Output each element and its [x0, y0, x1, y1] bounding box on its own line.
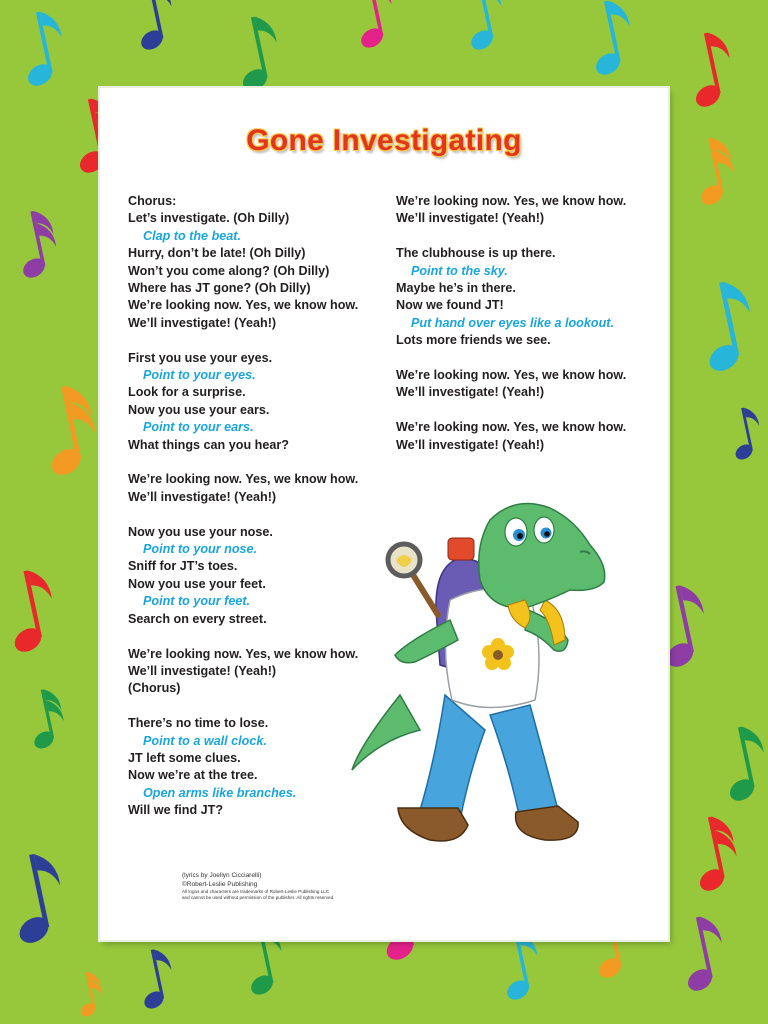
music-note-icon — [457, 0, 511, 55]
action-cue-line: Point to your ears. — [143, 420, 254, 435]
lyric-line: Search on every street. — [128, 611, 267, 626]
lyric-line: Now you use your feet. — [128, 576, 266, 591]
lyrics-column-right — [396, 193, 656, 471]
lyric-line: Won’t you come along? (Oh Dilly) — [128, 263, 330, 278]
action-cue-line: Point to your nose. — [143, 542, 258, 557]
lyric-line: We’re looking now. Yes, we know how. — [396, 194, 627, 208]
music-note-icon — [347, 0, 401, 53]
lyric-line: Look for a surprise. — [128, 385, 246, 400]
lyric-line: What things can you hear? — [128, 437, 289, 452]
lyric-line: Now we’re at the tree. — [128, 768, 258, 783]
lyric-line: We’re looking now. Yes, we know how. — [128, 646, 359, 661]
music-note-icon — [21, 687, 69, 754]
lyric-line: We’re looking now. Yes, we know how. — [128, 298, 359, 313]
lyric-line: We’ll investigate! (Yeah!) — [396, 211, 545, 226]
page-title: Gone Investigating — [246, 124, 522, 157]
lyric-line: Now we found JT! — [396, 298, 504, 313]
music-note-icon — [680, 29, 740, 112]
lyric-line: We’ll investigate! (Yeah!) — [396, 437, 545, 452]
music-note-icon — [690, 278, 761, 378]
lyric-line: JT left some clues. — [128, 750, 241, 765]
lyric-line: We’re looking now. Yes, we know how. — [396, 420, 627, 435]
lyrics-stanza — [128, 193, 378, 332]
music-note-icon — [131, 947, 179, 1014]
lyric-line: We’ll investigate! (Yeah!) — [128, 489, 277, 504]
lyric-line: We’ll investigate! (Yeah!) — [128, 315, 277, 330]
lyric-line: Now you use your ears. — [128, 402, 270, 417]
lyrics-stanza — [396, 193, 656, 228]
music-note-icon — [580, 0, 640, 81]
lyric-line: Lots more friends we see. — [396, 333, 551, 348]
lyric-line: Sniff for JT’s toes. — [128, 559, 238, 574]
music-note-icon — [227, 13, 287, 96]
lyric-line: First you use your eyes. — [128, 350, 273, 365]
lyrics-stanza — [396, 419, 656, 454]
action-cue-line: Point to your eyes. — [143, 368, 256, 383]
music-note-icon — [0, 567, 63, 659]
music-note-icon — [724, 405, 766, 463]
lyrics-stanza — [396, 245, 656, 349]
lyrics-credit: (lyrics by Joellyn Cicciarelli) — [182, 872, 262, 879]
lyric-line: Where has JT gone? (Oh Dilly) — [128, 281, 311, 296]
music-note-icon — [9, 208, 63, 283]
lyric-line: We’re looking now. Yes, we know how. — [128, 472, 359, 487]
music-note-icon — [714, 723, 768, 806]
lyrics-stanza — [396, 367, 656, 402]
music-note-icon — [672, 913, 732, 996]
action-cue-line: Clap to the beat. — [143, 228, 241, 243]
music-note-icon — [127, 0, 181, 55]
lyric-line: Hurry, don’t be late! (Oh Dilly) — [128, 246, 306, 261]
lyric-line: Now you use your nose. — [128, 524, 273, 539]
action-cue-line: Put hand over eyes like a lookout. — [411, 315, 614, 330]
lyric-line: Chorus: — [128, 194, 177, 208]
music-note-icon — [32, 382, 103, 482]
lyric-line: Will we find JT? — [128, 803, 224, 818]
lyric-line: Maybe he’s in there. — [396, 281, 516, 296]
lyric-line: We’ll investigate! (Yeah!) — [396, 385, 545, 400]
credits — [182, 871, 334, 901]
music-note-icon — [0, 850, 71, 950]
music-note-icon — [684, 813, 744, 896]
music-note-icon — [493, 930, 547, 1005]
lyric-line: Let’s investigate. (Oh Dilly) — [128, 211, 290, 226]
action-cue-line: Open arms like branches. — [143, 785, 297, 800]
lyric-line: We’ll investigate! (Yeah!) — [128, 663, 277, 678]
music-note-icon — [71, 970, 107, 1020]
legal-notice-line: and cannot be used without permission of the publisher. All rights reserved. — [182, 895, 335, 900]
lyric-line: There’s no time to lose. — [128, 716, 269, 731]
copyright-notice: ©Robert-Leslie Publishing — [182, 881, 258, 888]
crocodile-character-illustration — [340, 490, 640, 875]
legal-notice-line: All logos and characters are trademarks of Robert-Leslie Publishing LLC — [182, 889, 330, 894]
lyric-line: We’re looking now. Yes, we know how. — [396, 368, 627, 383]
music-note-icon — [12, 8, 72, 91]
lyric-line: (Chorus) — [128, 681, 181, 696]
lyrics-stanza — [128, 350, 378, 454]
lyric-line: The clubhouse is up there. — [396, 246, 556, 261]
action-cue-line: Point to your feet. — [143, 594, 251, 609]
action-cue-line: Point to a wall clock. — [143, 733, 267, 748]
action-cue-line: Point to the sky. — [411, 263, 508, 278]
